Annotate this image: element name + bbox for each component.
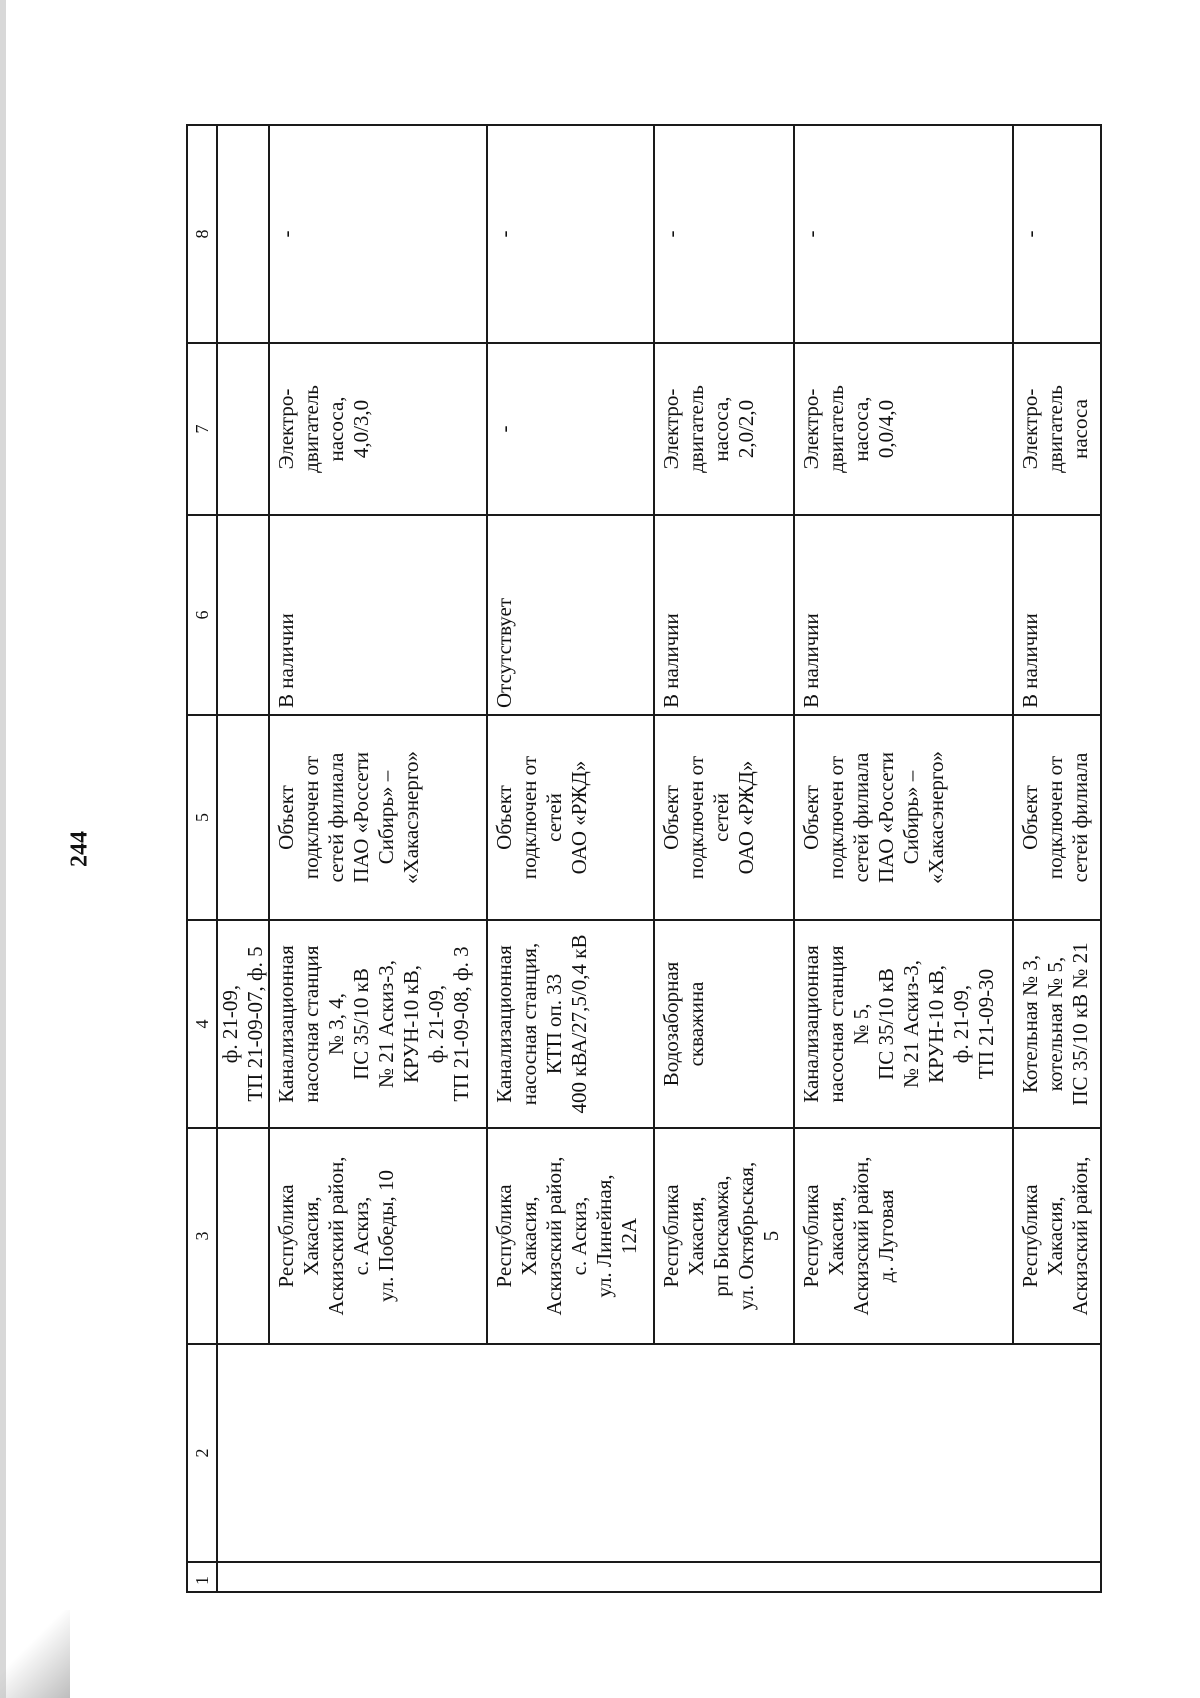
data-table [186, 124, 1102, 1593]
cell-line: скважина [683, 981, 708, 1067]
status-cell: В наличии [794, 515, 1012, 715]
note-cell: - [269, 125, 487, 343]
cell-line: ф. 21-09, [949, 984, 974, 1064]
facility-cell [487, 920, 653, 1128]
column-number-5: 5 [187, 715, 217, 920]
cell-line: котельная № 5, [1042, 956, 1067, 1092]
facility-cell [269, 920, 487, 1128]
address-cell [654, 1128, 794, 1344]
cell-line: ф. 21-09, [424, 984, 448, 1064]
cell-line: Республика [799, 1184, 824, 1288]
note-cell: - [1013, 125, 1101, 343]
cell-line: двигатель [824, 385, 849, 473]
equipment-cell [269, 343, 487, 515]
cell-line: «Хакасэнерго» [399, 751, 423, 884]
cell-line: Республика [492, 1184, 517, 1288]
scan-edge-shadow [0, 0, 6, 1698]
cell-line: насосная станция [299, 945, 323, 1103]
column-number-7: 7 [187, 343, 217, 515]
cell-line: Электро- [658, 388, 683, 470]
cell-line: Аскизский район, [542, 1156, 567, 1316]
cell-line: двигатель [1042, 385, 1067, 473]
cell-line: Канализационная [492, 945, 517, 1103]
page-number: 244 [66, 831, 93, 867]
cell-line: - [492, 425, 517, 433]
address-cell [487, 1128, 653, 1344]
column-number-6: 6 [187, 515, 217, 715]
cell-line: КТП оп. 33 [542, 973, 567, 1075]
column-number-3: 3 [187, 1128, 217, 1344]
connection-cell [794, 715, 1012, 920]
cell-line: Объект [492, 785, 517, 850]
cell-line: ул. Октябрьская, [733, 1161, 758, 1311]
cell-line: «Хакасэнерго» [924, 751, 949, 884]
cell-line: ТП 21-09-30 [974, 968, 999, 1080]
cell-line: ПС 35/10 кВ [349, 968, 373, 1080]
cell-line: Аскизский район, [324, 1156, 348, 1316]
note-cell: - [794, 125, 1012, 343]
cell-line: д. Луговая [874, 1189, 899, 1283]
note-cell: - [487, 125, 653, 343]
cell-line: 12А [617, 1217, 642, 1255]
address-cell [1013, 1128, 1101, 1344]
cell-line: 400 кВА/27,5/0,4 кВ [567, 934, 592, 1114]
cell-line: ТП 21-09-07, ф. 5 [243, 946, 267, 1102]
facility-cell [654, 920, 794, 1128]
cell-line: насоса, [708, 396, 733, 462]
cell-line: сетей [708, 793, 733, 842]
equipment-cell [487, 343, 653, 515]
rotated-table-wrapper [186, 126, 1102, 1593]
column-number-4: 4 [187, 920, 217, 1128]
cell-line: Аскизский район, [1067, 1156, 1092, 1316]
cell-line: ОАО «РЖД» [733, 760, 758, 875]
cell-line: № 21 Аскиз-3, [899, 960, 924, 1088]
cont-col5 [217, 715, 269, 920]
cell-line: Объект [274, 785, 298, 850]
cell-line: с. Аскиз, [349, 1196, 373, 1276]
cell-line: ПС 35/10 кВ [874, 968, 899, 1080]
cont-col7 [217, 343, 269, 515]
cell-line: № 21 Аскиз-3, [374, 960, 398, 1088]
cell-line: Водозаборная [658, 961, 683, 1087]
note-cell: - [654, 125, 794, 343]
connection-cell [654, 715, 794, 920]
cell-line: Хакасия, [824, 1196, 849, 1276]
cell-line: КРУН-10 кВ, [399, 965, 423, 1083]
column-number-8: 8 [187, 125, 217, 343]
col1-merged-cell [217, 1562, 1101, 1592]
cell-line: Объект [1017, 785, 1042, 850]
cell-line: ПС 35/10 кВ № 21 [1067, 942, 1092, 1106]
cell-line: Сибирь» – [374, 770, 398, 865]
status-cell: В наличии [269, 515, 487, 715]
address-cell [269, 1128, 487, 1344]
cell-line: № 5, [849, 1003, 874, 1045]
cell-line: ОАО «РЖД» [567, 760, 592, 875]
cell-line: двигатель [299, 385, 323, 473]
status-cell: Отсутствует [487, 515, 653, 715]
connection-cell [1013, 715, 1101, 920]
cell-line: подключен от [1042, 755, 1067, 880]
cell-line: сетей филиала [1067, 752, 1092, 883]
cell-line: ТП 21-09-08, ф. 3 [449, 946, 473, 1102]
cell-line: насосная станция, [517, 942, 542, 1106]
cell-line: ПАО «Россети [874, 752, 899, 884]
continued-row [217, 125, 269, 1592]
cell-line: Сибирь» – [899, 770, 924, 865]
cont-col4 [217, 920, 269, 1128]
cell-line: Канализационная [799, 945, 824, 1103]
cell-line: ул. Победы, 10 [374, 1170, 398, 1302]
address-cell [794, 1128, 1012, 1344]
cell-line: Электро- [274, 388, 298, 470]
cell-line: насосная станция [824, 945, 849, 1103]
cell-line: ул. Линейная, [592, 1174, 617, 1298]
cell-line: Объект [658, 785, 683, 850]
status-cell: В наличии [654, 515, 794, 715]
equipment-cell [1013, 343, 1101, 515]
col2-merged-cell [217, 1344, 1101, 1562]
cell-line: № 3, 4, [324, 992, 348, 1056]
cell-line: Электро- [799, 388, 824, 470]
cell-line: 2,0/2,0 [733, 399, 758, 459]
cell-line: сетей филиала [324, 752, 348, 883]
column-number-2: 2 [187, 1344, 217, 1562]
status-cell: В наличии [1013, 515, 1101, 715]
cell-line: сетей филиала [849, 752, 874, 883]
cell-line: 4,0/3,0 [349, 399, 373, 459]
cell-line: насоса [1067, 399, 1092, 459]
cell-line: Хакасия, [683, 1196, 708, 1276]
cell-line: 5 [758, 1230, 783, 1242]
cell-line: Котельная № 3, [1017, 954, 1042, 1094]
cell-line: 0,0/4,0 [874, 399, 899, 459]
cell-line: насоса, [849, 396, 874, 462]
cell-line: Хакасия, [1042, 1196, 1067, 1276]
cell-line: сетей [542, 793, 567, 842]
cell-line: насоса, [324, 396, 348, 462]
cell-line: ф. 21-09, [218, 984, 242, 1064]
cont-col6 [217, 515, 269, 715]
cell-line: ПАО «Россети [349, 752, 373, 884]
cell-line: подключен от [517, 755, 542, 880]
column-number-row [187, 125, 217, 1592]
cont-col3 [217, 1128, 269, 1344]
connection-cell [487, 715, 653, 920]
cont-col8 [217, 125, 269, 343]
cell-line: Аскизский район, [849, 1156, 874, 1316]
cell-line: рп Бискамжа, [708, 1175, 733, 1297]
cell-line: Объект [799, 785, 824, 850]
cell-line: Хакасия, [299, 1196, 323, 1276]
cell-line: Республика [274, 1184, 298, 1288]
equipment-cell [654, 343, 794, 515]
cell-line: КРУН-10 кВ, [924, 965, 949, 1083]
facility-cell [794, 920, 1012, 1128]
cell-line: подключен от [683, 755, 708, 880]
cell-line: Республика [1017, 1184, 1042, 1288]
cell-line: Республика [658, 1184, 683, 1288]
equipment-cell [794, 343, 1012, 515]
facility-cell [1013, 920, 1101, 1128]
cell-line: Электро- [1017, 388, 1042, 470]
connection-cell [269, 715, 487, 920]
cell-line: Хакасия, [517, 1196, 542, 1276]
cell-line: с. Аскиз, [567, 1196, 592, 1276]
cell-line: подключен от [299, 755, 323, 880]
cell-line: двигатель [683, 385, 708, 473]
cell-line: Канализационная [274, 945, 298, 1103]
cell-line: подключен от [824, 755, 849, 880]
scan-corner-shadow [0, 1610, 70, 1698]
column-number-1: 1 [187, 1562, 217, 1592]
